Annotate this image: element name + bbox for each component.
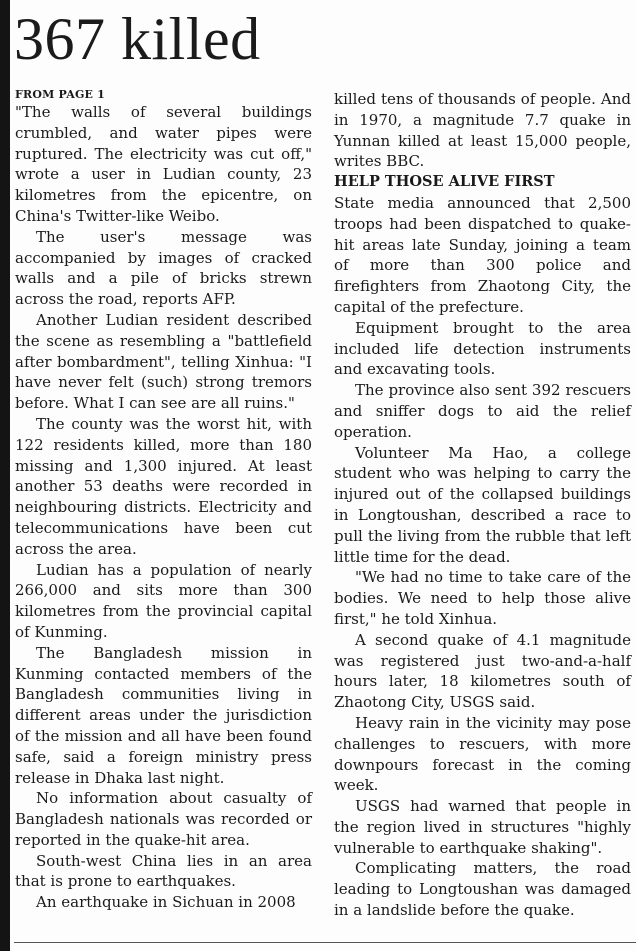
paragraph: The province also sent 392 rescuers and sniffer dogs to aid the relief operation. [334,381,631,441]
paragraph: USGS had warned that people in the region lived in structures "highly vulnerable to earthquake shaking". [334,797,631,857]
paragraph: Heavy rain in the vicinity may pose challenges to rescuers, with more downpours forecast in the coming week. [334,713,631,795]
page-edge-shadow [0,0,10,951]
paragraph: Equipment brought to the area included life detection instruments and excavating tools. [334,318,631,379]
paragraph: "The walls of several buildings crumbled, and water pipes were ruptured. The electricity was cut off," wrote a user in Ludian county, 23 kilometres from the epicentre, on China's Twitter-like Weibo. [15,103,312,225]
right-column [334,89,631,921]
from-page-label: FROM PAGE 1 [15,88,106,101]
headline: 367 killed [14,6,261,72]
continued-paragraph: killed tens of thousands of people. And in 1970, a magnitude 7.7 quake in Yunnan killed at least 15,000 people, writes BBC. [334,90,631,171]
paragraph: No information about casualty of Bangladesh nationals was recorded or reported in the quake-hit area. [15,789,312,849]
paragraph: The user's message was accompanied by images of cracked walls and a pile of bricks strewn across the road, reports AFP. [15,227,312,309]
paragraph: A second quake of 4.1 magnitude was registered just two-and-a-half hours later, 18 kilometres south of Zhaotong City, USGS said. [334,630,631,712]
paragraph: An earthquake in Sichuan in 2008 [36,893,296,912]
subheading: HELP THOSE ALIVE FIRST [334,173,555,191]
paragraph: "We had no time to take care of the bodies. We need to help those alive first," he told Xinhua. [334,568,631,628]
paragraph: State media announced that 2,500 troops had been dispatched to quake-hit areas late Sunday, joining a team of more than 300 police and firefighters from Zhaotong City, the capital of the prefecture. [334,193,631,316]
paragraph: Complicating matters, the road leading to Longtoushan was damaged in a landslide before the quake. [334,859,631,920]
paragraph: South-west China lies in an area that is prone to earthquakes. [15,851,312,891]
paragraph: Volunteer Ma Hao, a college student who was helping to carry the injured out of the collapsed buildings in Longtoushan, described a race to pull the living from the rubble that left little time for the dead. [334,443,631,566]
paragraph: The Bangladesh mission in Kunming contacted members of the Bangladesh communities living in different areas under the jurisdiction of the mission and all have been found safe, said a foreign ministry press release in Dhaka last night. [15,643,312,787]
left-column [15,88,312,913]
paragraph: Ludian has a population of nearly 266,000 and sits more than 300 kilometres from the provincial capital of Kunming. [15,560,312,641]
bottom-rule [14,942,636,943]
paragraph: Another Ludian resident described the scene as resembling a "battlefield after bombardment", telling Xinhua: "I have never felt (such) strong tremors before. What I can see are all ruins." [15,310,312,413]
paragraph: The county was the worst hit, with 122 residents killed, more than 180 missing and 1,300 injured. At least another 53 deaths were recorded in neighbouring districts. Electricity and telecommunications have been cut across the area. [15,414,312,558]
